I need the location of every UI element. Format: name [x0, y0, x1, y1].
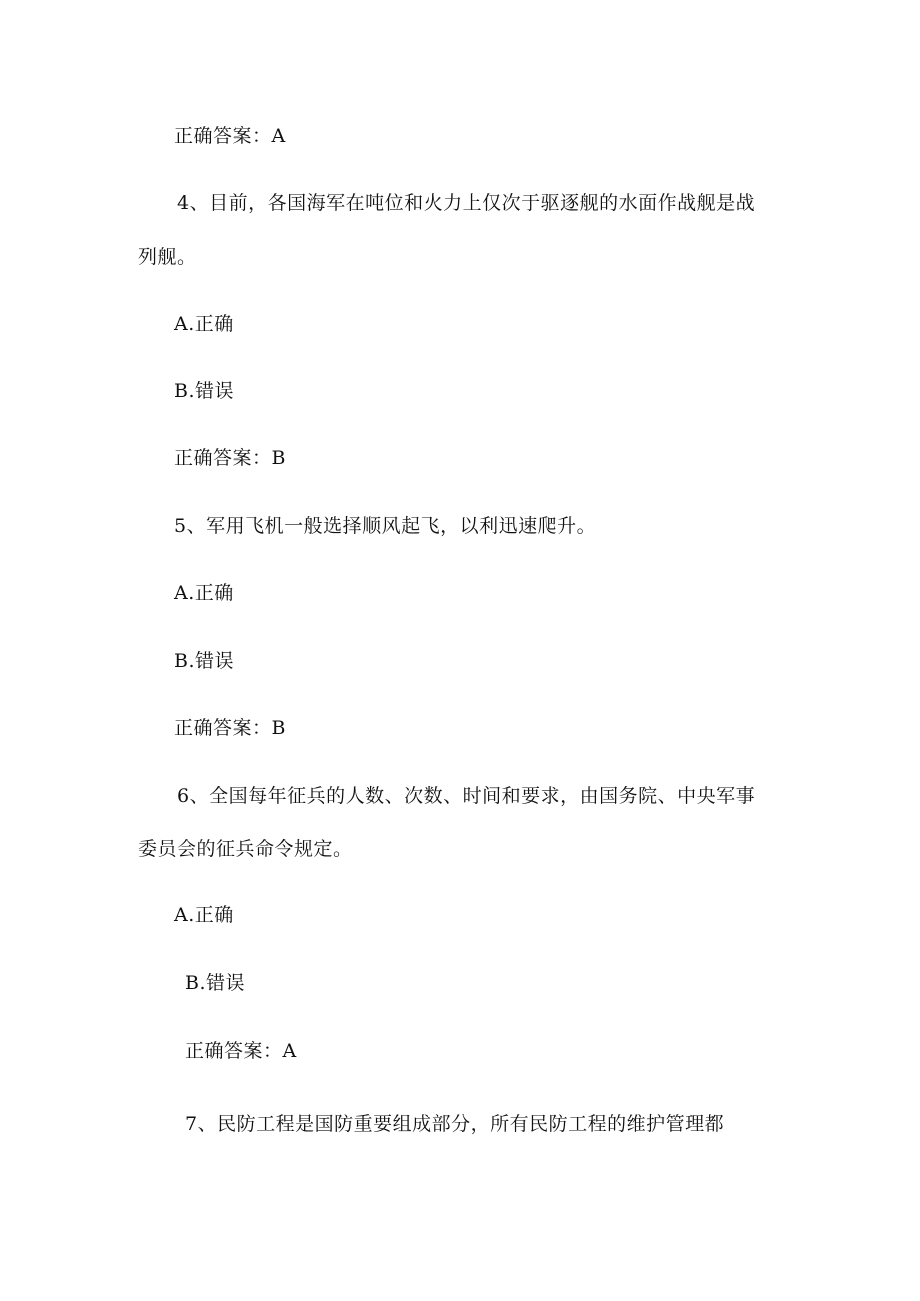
question-5-answer: 正确答案：B: [174, 717, 286, 739]
question-4-text-line-1: 4、目前，各国海军在吨位和火力上仅次于驱逐舰的水面作战舰是战: [177, 192, 756, 214]
question-4-option-a: A.正确: [174, 313, 234, 335]
question-6-option-a: A.正确: [174, 904, 234, 926]
question-4-answer: 正确答案：B: [174, 447, 286, 469]
question-6-text-line-2: 委员会的征兵命令规定。: [138, 838, 353, 860]
question-6-text-line-1: 6、全国每年征兵的人数、次数、时间和要求，由国务院、中央军事: [177, 785, 756, 807]
question-4-option-b: B.错误: [174, 380, 235, 402]
question-5-option-a: A.正确: [174, 582, 234, 604]
question-4-text-line-2: 列舰。: [138, 246, 197, 268]
answer-line-q3: 正确答案：A: [174, 125, 286, 147]
question-5-text: 5、军用飞机一般选择顺风起飞，以利迅速爬升。: [174, 515, 597, 537]
question-6-option-b: B.错误: [185, 972, 246, 994]
question-7-text-line-1: 7、民防工程是国防重要组成部分，所有民防工程的维护管理都: [185, 1113, 725, 1135]
question-6-answer: 正确答案：A: [185, 1040, 297, 1062]
question-5-option-b: B.错误: [174, 650, 235, 672]
